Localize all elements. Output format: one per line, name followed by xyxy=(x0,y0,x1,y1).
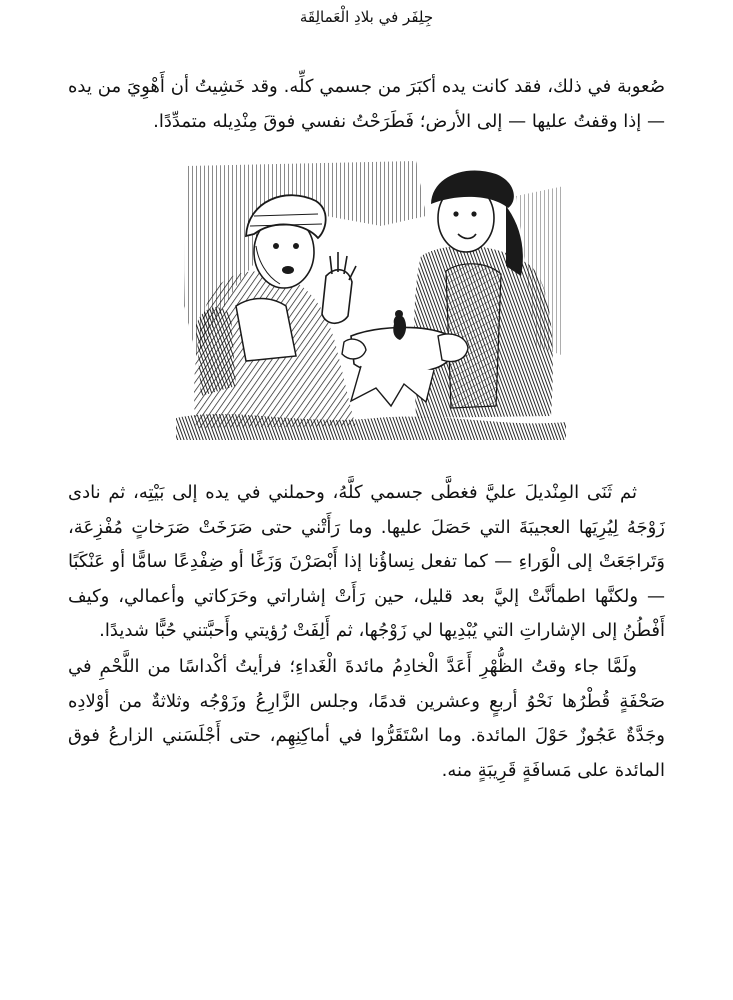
paragraph-3: ولَمَّا جاء وقتُ الظُّهْرِ أَعَدَّ الْخادِمُ مائدةَ الْغَداءِ؛ فرأيتُ أكْداسًا من اللَّحْمِ في صَحْفَةٍ قُطْرُها نَحْوُ أربعٍ وعشرين قدمًا، وجلس الزَّارِعُ وزَوْجُه وثلاثةٌ من أوْلادِه وجَدَّةٌ عَجُوزٌ حَوْلَ المائدة. وما اسْتَقَرُّوا في أماكِنِهِم، حتى أَجْلَسَني الزارعُ فوق المائدة على مَسافَةٍ قَرِيبَةٍ منه. xyxy=(68,656,665,781)
paragraph-2: ثم ثَنَى المِنْديلَ عليَّ فغطَّى جسمي كلَّهُ، وحملني في يده إلى بَيْتِه، ثم نادى زَوْجَهُ لِيُرِيَها العجيبَةَ التي حَصَلَ عليها. وما رَأَتْني حتى صَرَخَتْ صَرَخاتٍ مُفْزِعَة، وَتَراجَعَتْ إلى الْوَراءِ — كما تفعل نِساؤُنا إذا أَبْصَرْنَ وَزَغًا أو ضِفْدِعًا سامًّا أو عَنْكَبًا — ولكنَّها اطمأنَّتْ إليَّ بعد قليل، حين رَأَتْ إشاراتي وحَرَكاتي وأعمالي، وكيف أَفْطُنُ إلى الإشاراتِ التي يُبْدِيها لي زَوْجُها، ثم أَلِفَتْ رُؤيتي وأَحبَّتني حُبًّا شديدًا. xyxy=(68,482,665,642)
illustration xyxy=(176,156,566,440)
paragraph-1: صُعوبة في ذلك، فقد كانت يده أكبَرَ من جسمي كلِّه. وقد خَشِيتُ أن أَهْوِيَ من يده — إذا وقفتُ عليها — إلى الأرض؛ فَطَرَحْتُ نفسي فوقَ مِنْدِيله متمدِّدًا. xyxy=(68,76,665,132)
engraving-image xyxy=(176,156,566,440)
running-head: جِلِفَر في بلادِ الْعَمالِقَة xyxy=(299,8,434,26)
